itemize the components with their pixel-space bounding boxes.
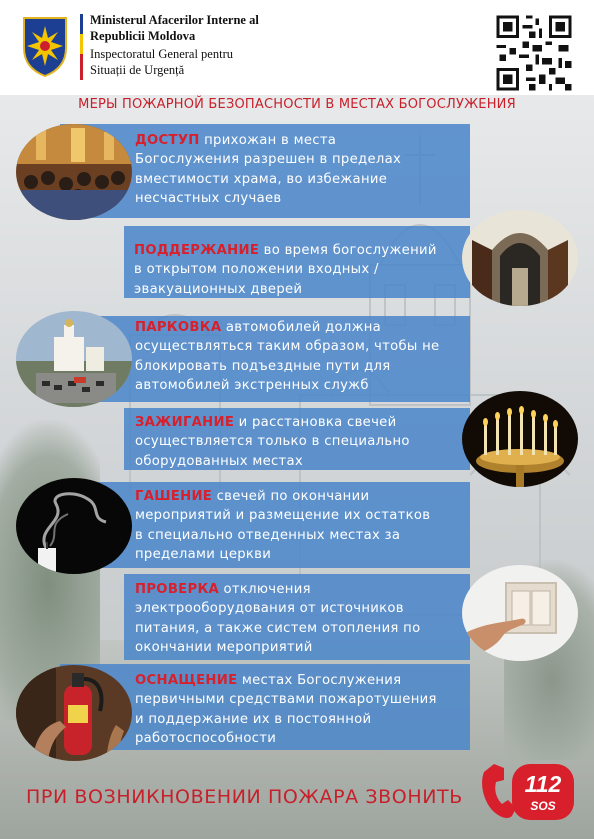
item-line: пределами церкви	[135, 547, 272, 563]
item-lead: свечей по окончании	[212, 489, 370, 504]
item-text-access	[135, 131, 401, 209]
item-lead: и расстановка свечей	[234, 415, 397, 430]
sos-label: SOS	[530, 799, 556, 813]
item-keyword: ОСНАЩЕНИЕ	[135, 673, 238, 688]
photo-church-doors-image	[462, 210, 578, 306]
flag-bar-red	[80, 54, 83, 80]
item-line: первичными средствами пожаротушения	[135, 692, 437, 708]
item-line: электрооборудования от источников	[135, 601, 404, 617]
phone-sos-icon[interactable]	[478, 758, 578, 824]
item-text-check	[135, 580, 420, 658]
item-line: мероприятий и размещение их остатков	[135, 508, 431, 524]
photo-extinguished-candle	[16, 478, 132, 574]
item-line: блокировать подъездные пути для	[135, 358, 391, 374]
inspectorate-name-line1: Inspectoratul General pentru	[90, 47, 233, 61]
item-line: эвакуационных дверей	[134, 281, 303, 297]
emergency-call-text: ПРИ ВОЗНИКНОВЕНИИ ПОЖАРА ЗВОНИТЬ	[26, 786, 463, 808]
photo-extinguished-candle-image	[16, 478, 132, 574]
photo-church-parking	[16, 311, 132, 407]
item-text-lighting	[135, 413, 410, 471]
photo-light-switch	[462, 565, 578, 661]
item-lead: автомобилей должна	[221, 320, 382, 335]
item-keyword: ПОДДЕРЖАНИЕ	[134, 243, 260, 258]
photo-fire-extinguisher-image	[16, 665, 132, 761]
inspectorate-name-line2: Situații de Urgență	[90, 63, 185, 77]
item-line: питания, а также систем отопления по	[135, 620, 421, 636]
photo-candles	[462, 391, 578, 487]
item-lead: местах Богослужения	[237, 673, 402, 688]
item-line: осуществляться таким образом, чтобы не	[135, 339, 440, 355]
item-lead: во время богослужений	[259, 243, 437, 258]
item-line: Богослужения разрешен в пределах	[135, 152, 402, 168]
item-text-maintain	[134, 241, 437, 299]
item-keyword: ПРОВЕРКА	[135, 582, 220, 597]
item-line: и поддержание их в постоянной	[135, 711, 372, 727]
item-keyword: ДОСТУП	[135, 133, 200, 148]
photo-church-doors	[462, 210, 578, 306]
item-line: вместимости храма, во избежание	[135, 171, 388, 187]
item-keyword: ПАРКОВКА	[135, 320, 222, 335]
item-line: осуществляется только в специально	[135, 434, 410, 450]
photo-congregation-image	[16, 124, 132, 220]
photo-church-parking-image	[16, 311, 132, 407]
item-lead: прихожан в места	[199, 133, 337, 148]
item-keyword: ГАШЕНИЕ	[135, 489, 213, 504]
photo-fire-extinguisher	[16, 665, 132, 761]
item-text-parking	[135, 318, 439, 396]
item-line: в открытом положении входных /	[134, 262, 379, 278]
emblem-icon	[20, 14, 70, 78]
item-line: в специально отведенных местах за	[135, 527, 401, 543]
ministry-name-line1: Ministerul Afacerilor Interne al	[90, 13, 259, 27]
item-line: несчастных случаев	[135, 191, 282, 207]
sos-number: 112	[524, 771, 562, 797]
item-text-equip	[135, 671, 437, 749]
ministry-name-line2: Republicii Moldova	[90, 29, 196, 43]
flag-bar-yellow	[80, 34, 83, 54]
header	[0, 0, 594, 95]
item-keyword: ЗАЖИГАНИЕ	[135, 415, 235, 430]
photo-light-switch-image	[462, 565, 578, 661]
photo-congregation	[16, 124, 132, 220]
photo-candles-image	[462, 391, 578, 487]
document-title: МЕРЫ ПОЖАРНОЙ БЕЗОПАСНОСТИ В МЕСТАХ БОГОСЛУЖЕНИЯ	[78, 97, 516, 112]
item-line: работоспособности	[135, 731, 277, 747]
item-line: окончании мероприятий	[135, 640, 313, 656]
item-lead: отключения	[219, 582, 311, 597]
flag-bar-blue	[80, 14, 83, 34]
item-line: автомобилей экстренных служб	[135, 378, 369, 394]
item-text-extinguish	[135, 487, 430, 565]
qr-code-icon[interactable]	[493, 12, 575, 94]
item-line: оборудованных местах	[135, 453, 304, 469]
